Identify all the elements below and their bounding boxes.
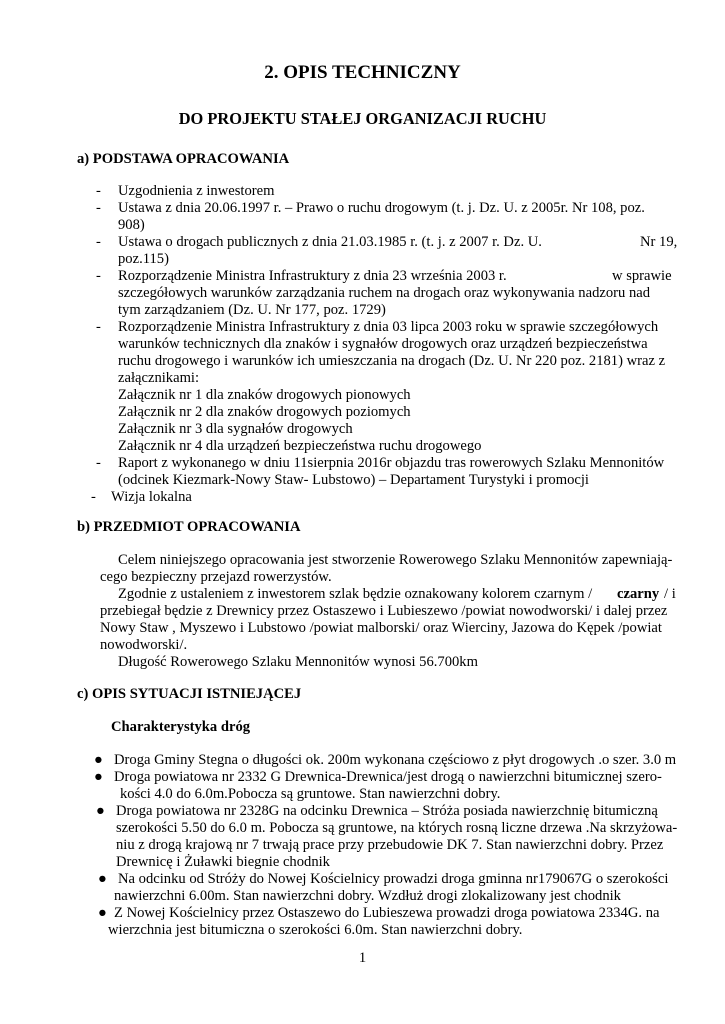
page-number: 1 (358, 950, 367, 966)
list-item: Wizja lokalna (111, 489, 192, 505)
bullet-item-continued: Drewnicę i Żuławki biegnie chodnik (116, 854, 330, 870)
list-item: Rozporządzenie Ministra Infrastruktury z dnia 03 lipca 2003 roku w sprawie szczegółowych (118, 319, 659, 335)
list-item: Ustawa o drogach publicznych z dnia 21.03.1985 r. (t. j. z 2007 r. Dz. U. (118, 234, 542, 250)
list-dash: - (96, 268, 101, 284)
list-dash: - (96, 319, 101, 335)
paragraph-line: nowodworski/. (100, 637, 188, 653)
bullet-item: Droga Gminy Stegna o długości ok. 200m wykonana częściowo z płyt drogowych .o szer. 3.0 m (114, 752, 677, 768)
list-item-continued: w sprawie (612, 268, 672, 284)
bullet-item-continued: nawierzchni 6.00m. Stan nawierzchni dobry. Wzdłuż drogi zlokalizowany jest chodnik (114, 888, 621, 904)
attachment-item: Załącznik nr 2 dla znaków drogowych poziomych (118, 404, 411, 420)
bullet-item: Z Nowej Kościelnicy przez Ostaszewo do Lubieszewa prowadzi droga powiatowa 2334G. na (114, 905, 660, 921)
list-item-continued: 908) (118, 217, 145, 233)
list-dash: - (96, 183, 101, 199)
attachment-item: Załącznik nr 1 dla znaków drogowych pionowych (118, 387, 411, 403)
list-dash: - (96, 455, 101, 471)
bullet-item-continued: wierzchnia jest bitumiczna o szerokości 6.0m. Stan nawierzchni dobry. (108, 922, 523, 938)
bullet-icon: ● (96, 803, 105, 819)
bullet-item-continued: niu z drogą krajową nr 7 trwają prace przy przebudowie DK 7. Stan nawierzchni dobry. Przez (116, 837, 664, 853)
paragraph-line: / i (664, 586, 676, 602)
bullet-item: Na odcinku od Stróży do Nowej Kościelnicy prowadzi droga gminna nr179067G o szerokości (118, 871, 669, 887)
paragraph-line: Długość Rowerowego Szlaku Mennonitów wynosi 56.700km (118, 654, 478, 670)
list-item-continued: (odcinek Kiezmark-Nowy Staw- Lubstowo) – Departament Turystyki i promocji (118, 472, 589, 488)
bullet-icon: ● (94, 769, 103, 785)
document-subtitle: DO PROJEKTU STAŁEJ ORGANIZACJI RUCHU (178, 109, 547, 128)
list-item: Rozporządzenie Ministra Infrastruktury z dnia 23 września 2003 r. (118, 268, 507, 284)
bullet-icon: ● (98, 905, 107, 921)
list-item-continued: ruchu drogowego i warunków ich umieszczania na drogach (Dz. U. Nr 220 poz. 2181) wraz z (118, 353, 666, 369)
list-item: Raport z wykonanego w dniu 11sierpnia 2016r objazdu tras rowerowych Szlaku Mennonitów (118, 455, 665, 471)
list-dash: - (96, 234, 101, 250)
section-a-heading: a) PODSTAWA OPRACOWANIA (77, 151, 290, 167)
bullet-item-continued: szerokości 5.50 do 6.0 m. Pobocza są gruntowe, na których rosną liczne drzewa .Na skrzyżowa- (116, 820, 678, 836)
bullet-icon: ● (94, 752, 103, 768)
list-item: Ustawa z dnia 20.06.1997 r. – Prawo o ruchu drogowym (t. j. Dz. U. z 2005r. Nr 108, poz. (118, 200, 645, 216)
list-item-continued: Nr 19, (640, 234, 678, 250)
section-b-heading: b) PRZEDMIOT OPRACOWANIA (77, 519, 301, 535)
attachment-item: Załącznik nr 4 dla urządzeń bezpieczeństwa ruchu drogowego (118, 438, 482, 454)
bullet-icon: ● (98, 871, 107, 887)
paragraph-line: Nowy Staw , Myszewo i Lubstowo /powiat malborski/ oraz Wierciny, Jazowa do Kępek /powiat (100, 620, 662, 636)
bullet-item: Droga powiatowa nr 2328G na odcinku Drewnica – Stróża posiada nawierzchnię bitumiczną (116, 803, 658, 819)
color-emphasis: czarny (617, 586, 660, 602)
paragraph-line: Zgodnie z ustaleniem z inwestorem szlak będzie oznakowany kolorem czarnym / (118, 586, 593, 602)
list-item: Uzgodnienia z inwestorem (118, 183, 275, 199)
paragraph-line: cego bezpieczny przejazd rowerzystów. (100, 569, 332, 585)
attachment-item: Załącznik nr 3 dla sygnałów drogowych (118, 421, 353, 437)
paragraph-line: Celem niniejszego opracowania jest stworzenie Rowerowego Szlaku Mennonitów zapewniają- (118, 552, 673, 568)
list-item-continued: szczegółowych warunków zarządzania ruchem na drogach oraz wykonywania nadzoru nad (118, 285, 651, 301)
section-c-heading: c) OPIS SYTUACJI ISTNIEJĄCEJ (77, 686, 302, 702)
list-dash: - (96, 200, 101, 216)
list-dash: - (91, 489, 96, 505)
list-item-continued: tym zarządzaniem (Dz. U. Nr 177, poz. 1729) (118, 302, 386, 318)
document-title: 2. OPIS TECHNICZNY (264, 62, 461, 83)
list-item-continued: załącznikami: (118, 370, 200, 386)
bullet-item-continued: kości 4.0 do 6.0m.Pobocza są gruntowe. Stan nawierzchni dobry. (120, 786, 501, 802)
section-c-subheading: Charakterystyka dróg (111, 719, 251, 735)
bullet-item: Droga powiatowa nr 2332 G Drewnica-Drewnica/jest drogą o nawierzchni bitumicznej szero- (114, 769, 662, 785)
list-item-continued: poz.115) (118, 251, 169, 267)
list-item-continued: warunków technicznych dla znaków i sygnałów drogowych oraz urządzeń bezpieczeństwa (118, 336, 648, 352)
paragraph-line: przebiegał będzie z Drewnicy przez Ostaszewo i Lubieszewo /powiat nowodworski/ i dalej przez (100, 603, 668, 619)
